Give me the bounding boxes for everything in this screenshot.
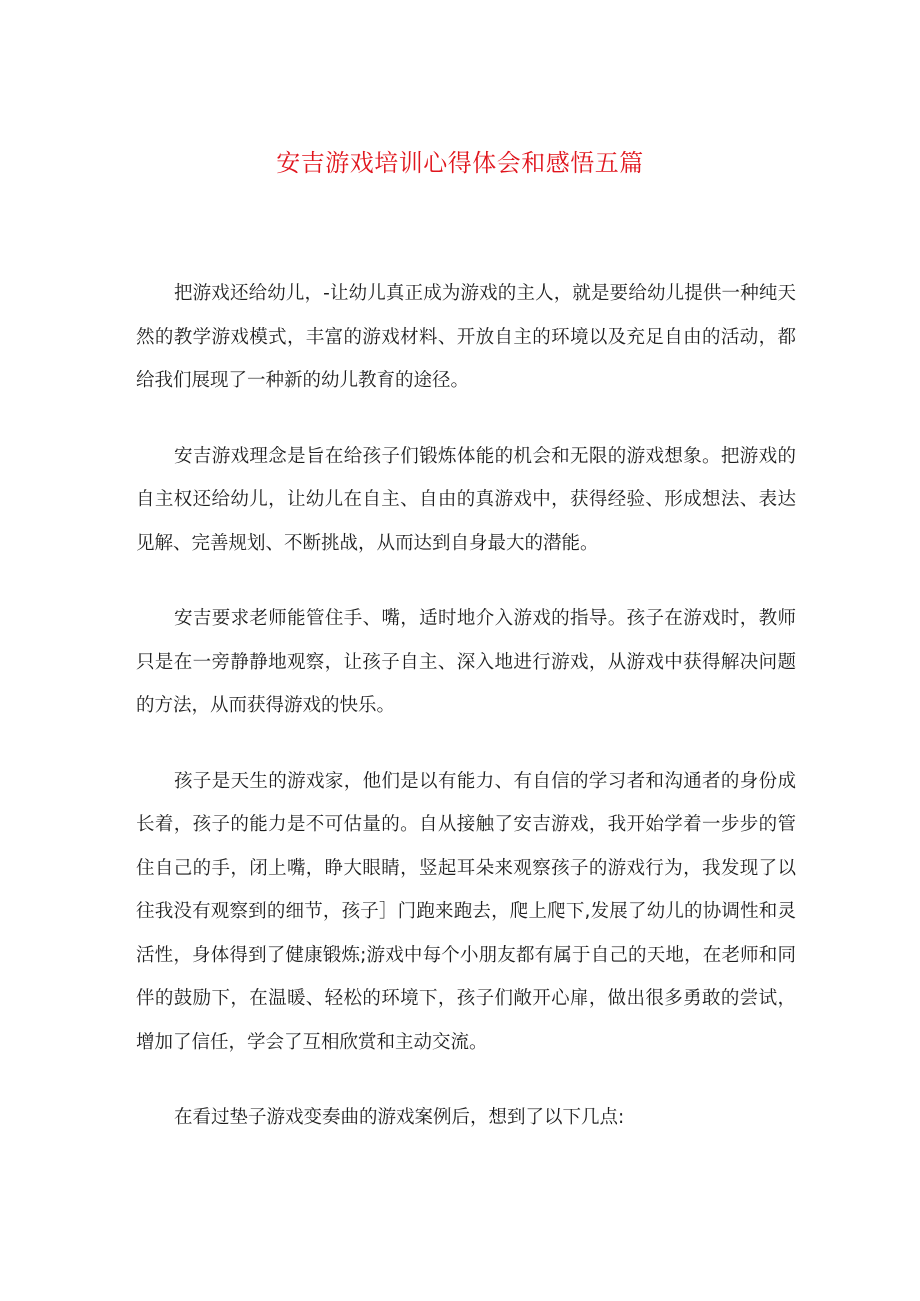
paragraph-2: 安吉游戏理念是旨在给孩子们锻炼体能的机会和无限的游戏想象。把游戏的自主权还给幼儿，让幼儿在自主、自由的真游戏中，获得经验、形成想法、表达见解、完善规划、不断挑战，从而达到自身最大的潜能。 (136, 445, 796, 554)
paragraph-5: 在看过垫子游戏变奏曲的游戏案例后，想到了以下几点: (174, 1107, 625, 1128)
document-title: 安吉游戏培训心得体会和感悟五篇 (276, 149, 644, 177)
paragraph-3: 安吉要求老师能管住手、嘴，适时地介入游戏的指导。孩子在游戏时，教师只是在一旁静静地观察，让孩子自主、深入地进行游戏，从游戏中获得解决问题的方法，从而获得游戏的快乐。 (136, 608, 796, 716)
paragraph-1: 把游戏还给幼儿，-让幼儿真正成为游戏的主人，就是要给幼儿提供一种纯天然的教学游戏模式，丰富的游戏材料、开放自主的环境以及充足自由的活动，都给我们展现了一种新的幼儿教育的途径。 (136, 283, 796, 391)
paragraph-4: 孩子是天生的游戏家，他们是以有能力、有自信的学习者和沟通者的身份成长着，孩子的能力是不可估量的。自从接触了安吉游戏，我开始学着一步步的管住自己的手，闭上嘴，睁大眼睛，竖起耳朵来观察孩子的游戏行为，我发现了以往我没有观察到的细节，孩子］门跑来跑去，爬上爬下,发展了幼儿的协调性和灵活性，身体得到了健康锻炼;游戏中每个小朋友都有属于自己的天地，在老师和同伴的鼓励下，在温暖、轻松的环境下，孩子们敞开心扉，做出很多勇敢的尝试，增加了信任，学会了互相欣赏和主动交流。 (136, 770, 796, 1053)
document-body (136, 272, 796, 1172)
